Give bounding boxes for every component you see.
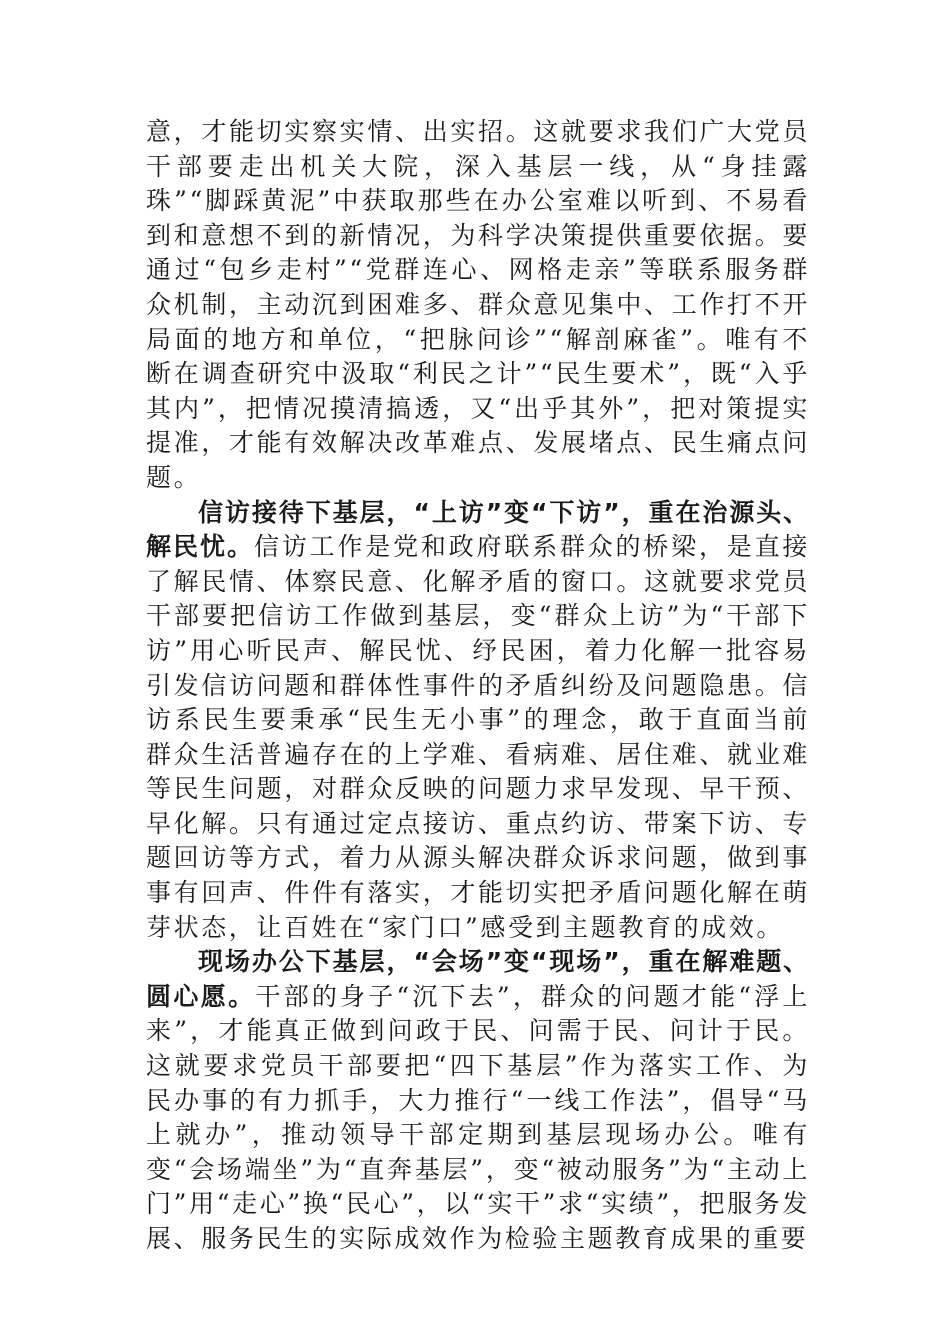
document-body	[146, 115, 810, 1257]
paragraph-petition-reception	[146, 496, 810, 946]
paragraph-continuation	[146, 115, 810, 496]
paragraph-text: 信访工作是党和政府联系群众的桥梁，是直接了解民情、体察民意、化解矛盾的窗口。这就要求党员干部要把信访工作做到基层，变“群众上访”为“干部下访”用心听民声、解民忧、纾民困，着力化解一批容易引发信访问题和群体性事件的矛盾纠纷及问题隐患。信访系民生要秉承“民生无小事”的理念，敢于直面当前群众生活普遍存在的上学难、看病难、居住难、就业难等民生问题，对群众反映的问题力求早发现、早干预、早化解。只有通过定点接访、重点约访、带案下访、专题回访等方式，着力从源头解决群众诉求问题，做到事事有回声、件件有落实，才能切实把矛盾问题化解在萌芽状态，让百姓在“家门口”感受到主题教育的成效。	[146, 532, 810, 942]
paragraph-lead-heading: 信访接待下基层，“上访”变“下访”，重在治源头、解民忧。	[146, 497, 810, 562]
paragraph-text: 意，才能切实察实情、出实招。这就要求我们广大党员干部要走出机关大院，深入基层一线，从“身挂露珠”“脚踩黄泥”中获取那些在办公室难以听到、不易看到和意想不到的新情况，为科学决策提供重要依据。要通过“包乡走村”“党群连心、网格走亲”等联系服务群众机制，主动沉到困难多、群众意见集中、工作打不开局面的地方和单位，“把脉问诊”“解剖麻雀”。唯有不断在调查研究中汲取“利民之计”“民生要术”，既“入乎其内”，把情况摸清搞透，又“出乎其外”，把对策提实提准，才能有效解决改革难点、发展堵点、民生痛点问题。	[146, 117, 810, 492]
paragraph-onsite-office	[146, 945, 810, 1256]
paragraph-text: 干部的身子“沉下去”，群众的问题才能“浮上来”，才能真正做到问政于民、问需于民、问计于民。这就要求党员干部要把“四下基层”作为落实工作、为民办事的有力抓手，大力推行“一线工作法”，倡导“马上就办”，推动领导干部定期到基层现场办公。唯有变“会场端坐”为“直奔基层”，变“被动服务”为“主动上门”用“走心”换“民心”，以“实干”求“实绩”，把服务发展、服务民生的实际成效作为检验主题教育成果的重要	[146, 981, 810, 1253]
paragraph-lead-heading: 现场办公下基层，“会场”变“现场”，重在解难题、圆心愿。	[146, 947, 810, 1011]
